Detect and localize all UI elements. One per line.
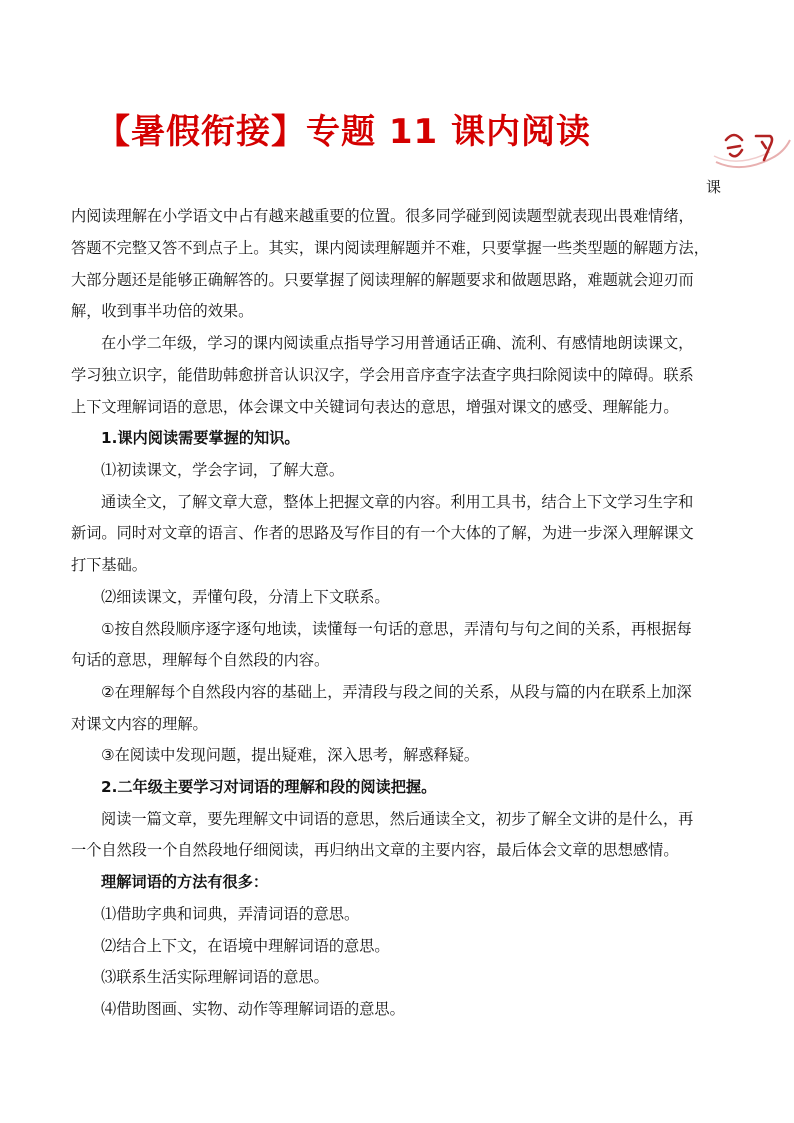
paragraph-line: ①按自然段顺序逐字逐句地读，读懂每一句话的意思，弄清句与句之间的关系，再根据每	[101, 620, 692, 638]
document-title: 【暑假衔接】专题 11 课内阅读	[96, 112, 591, 152]
paragraph-line: 答题不完整又答不到点子上。其实，课内阅读理解题并不难，只要掌握一些类型题的解题方法，	[71, 239, 709, 257]
paragraph-line: ③在阅读中发现问题，提出疑难，深入思考，解惑释疑。	[101, 746, 480, 764]
section-heading: 1.课内阅读需要掌握的知识。	[101, 429, 300, 447]
subheading: 理解词语的方法有很多：	[101, 873, 269, 891]
list-item: ⑴借助字典和词典，弄清词语的意思。	[101, 905, 360, 923]
paragraph-line: 上下文理解词语的意思，体会课文中关键词句表达的意思，增强对课文的感受、理解能力。	[71, 398, 679, 416]
paragraph-line: 一个自然段一个自然段地仔细阅读，再归纳出文章的主要内容，最后体会文章的思想感情。	[71, 841, 679, 859]
review-logo	[712, 118, 792, 182]
paragraph-line: 新词。同时对文章的语言、作者的思路及写作目的有一个大体的了解，为进一步深入理解课文	[71, 524, 694, 542]
list-item: ⑶联系生活实际理解词语的意思。	[101, 968, 329, 986]
paragraph-line: 句话的意思，理解每个自然段的内容。	[71, 651, 330, 669]
subheading: ⑴初读课文，学会字词，了解大意。	[101, 461, 344, 479]
review-logo-graphic	[712, 118, 792, 182]
paragraph-line: 对课文内容的理解。	[71, 715, 208, 733]
paragraph-line: 内阅读理解在小学语文中占有越来越重要的位置。很多同学碰到阅读题型就表现出畏难情绪，	[71, 207, 694, 225]
paragraph-line: ②在理解每个自然段内容的基础上，弄清段与段之间的关系，从段与篇的内在联系上加深	[101, 683, 692, 701]
corner-char: 课	[706, 178, 722, 196]
list-item: ⑷借助图画、实物、动作等理解词语的意思。	[101, 1000, 405, 1018]
paragraph-line: 在小学二年级，学习的课内阅读重点指导学习用普通话正确、流利、有感情地朗读课文，	[101, 334, 694, 352]
paragraph-line: 学习独立识字，能借助韩愈拼音认识汉字，学会用音序查字法查字典扫除阅读中的障碍。联系	[71, 366, 694, 384]
subheading: ⑵细读课文，弄懂句段，分清上下文联系。	[101, 588, 390, 606]
paragraph-line: 打下基础。	[71, 556, 147, 574]
section-heading: 2.二年级主要学习对词语的理解和段的阅读把握。	[101, 778, 437, 796]
paragraph-line: 通读全文，了解文章大意，整体上把握文章的内容。利用工具书，结合上下文学习生字和	[101, 493, 694, 511]
paragraph-line: 阅读一篇文章，要先理解文中词语的意思，然后通读全文，初步了解全文讲的是什么，再	[101, 810, 694, 828]
paragraph-line: 大部分题还是能够正确解答的。只要掌握了阅读理解的解题要求和做题思路，难题就会迎刃而	[71, 271, 694, 289]
list-item: ⑵结合上下文，在语境中理解词语的意思。	[101, 937, 390, 955]
paragraph-line: 解，收到事半功倍的效果。	[71, 302, 254, 320]
